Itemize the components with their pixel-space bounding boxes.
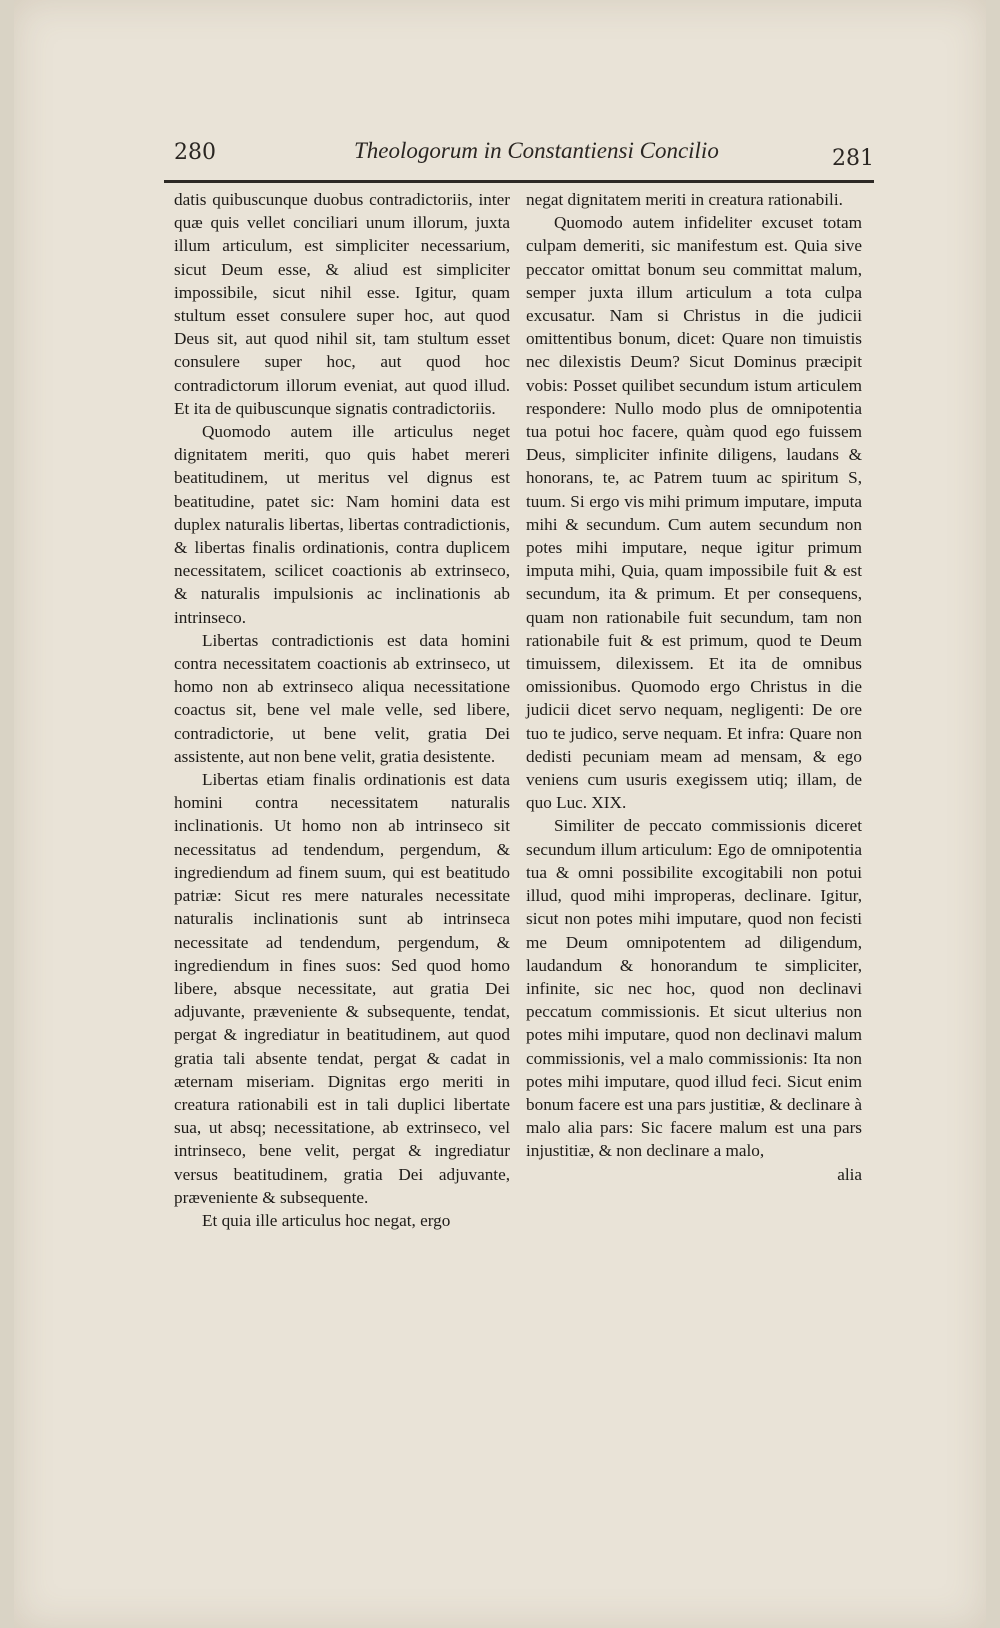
page-header	[174, 140, 874, 180]
paragraph: Quomodo autem infideliter excuset totam culpam demeriti, sic manifestum est. Quia sive peccator omittat bonum seu committat malum, semper juxta illum articulum a tota culpa excusatur. Nam si Christus in die judicii omittentibus bonum, dicet: Quare non timuistis nec dilexistis Deum? Sicut Dominus præcipit vobis: Posset quilibet secundum istum articulem respondere: Nullo modo plus de omnipotentia tua potui hoc facere, quàm quod ego fuissem Deus, simpliciter infinite diligens, laudans & honorans, te, ac Patrem tuum ac spiritum S, tuum. Si ergo vis mihi primum imputare, imputa mihi & secundum. Cum autem secundum non potes mihi imputare, neque igitur primum imputa mihi, Quia, quam impossibile fuit & est secundum, ita & primum. Et per consequens, quam non rationabile fuit secundum, tam non rationabile fuit & est primum, quod te Deum timuissem, dilexissem. Et ita de omnibus omissionibus. Quomodo ergo Christus in die judicii dicet servo nequam, negligenti: De ore tuo te judico, serve nequam. Et infra: Quare non dedisti pecuniam meam ad mensam, & ego veniens cum usuris exegissem utiq; illam, de quo Luc. XIX.	[526, 213, 862, 813]
page-number-right: 281	[832, 146, 874, 171]
paragraph: Et quia ille articulus hoc negat, ergo	[202, 1210, 451, 1230]
running-title: Theologorum in Constantiensi Concilio	[354, 138, 719, 163]
paragraph: datis quibuscunque duobus contradictoriis, inter quæ quis vellet conciliari unum illorum, juxta illum articulum, est simpliciter necessarium, sicut Deum esse, & aliud est simpliciter impossibile, sicut nihil esse. Igitur, quam stultum esset consulere super hoc, aut quod Deus sit, aut quod nihil sit, tam stultum esset consulere super hoc, aut quod hoc contradictorum illorum eveniat, aut quod illud. Et ita de quibuscunque signatis contradictoriis.	[174, 190, 510, 418]
catchword: alia	[837, 1164, 862, 1184]
header-rule	[164, 180, 874, 183]
paragraph: Libertas etiam finalis ordinationis est data homini contra necessitatem naturalis inclinationis. Ut homo non ab intrinseco sit necessitatus ad tendendum, pergendum, & ingrediendum ad finem suum, qui est beatitudo patriæ: Sicut res mere naturales necessitate naturalis inclinationis sunt ab intrinseca necessitate ad tendendum, pergendum, & ingrediendum in fines suos: Sed quod homo libere, absque necessitate, aut gratia Dei adjuvante, præveniente & subsequente, tendat, pergat & ingrediatur in beatitudinem, aut quod gratia tali absente tendat, pergat & cadat in æternam miseriam. Dignitas ergo meriti in creatura rationabili est in tali duplici libertate sua, ut absq; necessitatione, ab extrinseco, vel intrinseco, bene velit, pergat & ingrediatur versus beatitudinem, gratia Dei adjuvante, præveniente & subsequente.	[174, 770, 510, 1207]
right-column	[526, 188, 862, 1186]
paragraph: Similiter de peccato commissionis diceret secundum illum articulum: Ego de omnipotentia tua & omni possibilite excogitabili non potui illud, quod mihi improperas, declinare. Igitur, sicut non potes mihi imputare, quod non fecisti me Deum omnipotentem ad diligendum, laudandum & honorandum te simpliciter, infinite, sic nec hoc, quod non declinavi peccatum commissionis. Et sicut ulterius non potes mihi imputare, quod non declinavi malum commissionis, vel a malo commissionis: Ita non potes mihi imputare, quod illud feci. Sicut enim bonum facere est una pars justitiæ, & declinare à malo alia pars: Sic facere malum est una pars injustitiæ, & non declinare a malo,	[526, 816, 862, 1161]
book-page	[14, 0, 986, 1628]
paragraph: Quomodo autem ille articulus neget dignitatem meriti, quo quis habet mereri beatitudinem, ut meritus vel dignus est beatitudine, patet sic: Nam homini data est duplex naturalis libertas, libertas contradictionis, & libertas finalis ordinationis, contra duplicem necessitatem, scilicet coactionis ab extrinseco, & naturalis impulsionis ac inclinationis ab intrinseco.	[174, 422, 510, 627]
paragraph: Libertas contradictionis est data homini contra necessitatem coactionis ab extrinseco, ut homo non ab extrinseco aliqua necessitatione coactus sit, bene vel male velle, sed libere, contradictorie, ut bene velit, gratia Dei assistente, aut non bene velit, gratia desistente.	[174, 630, 510, 766]
page-number-left: 280	[174, 140, 216, 165]
left-column	[174, 188, 510, 1232]
paragraph: negat dignitatem meriti in creatura rationabili.	[526, 190, 843, 209]
